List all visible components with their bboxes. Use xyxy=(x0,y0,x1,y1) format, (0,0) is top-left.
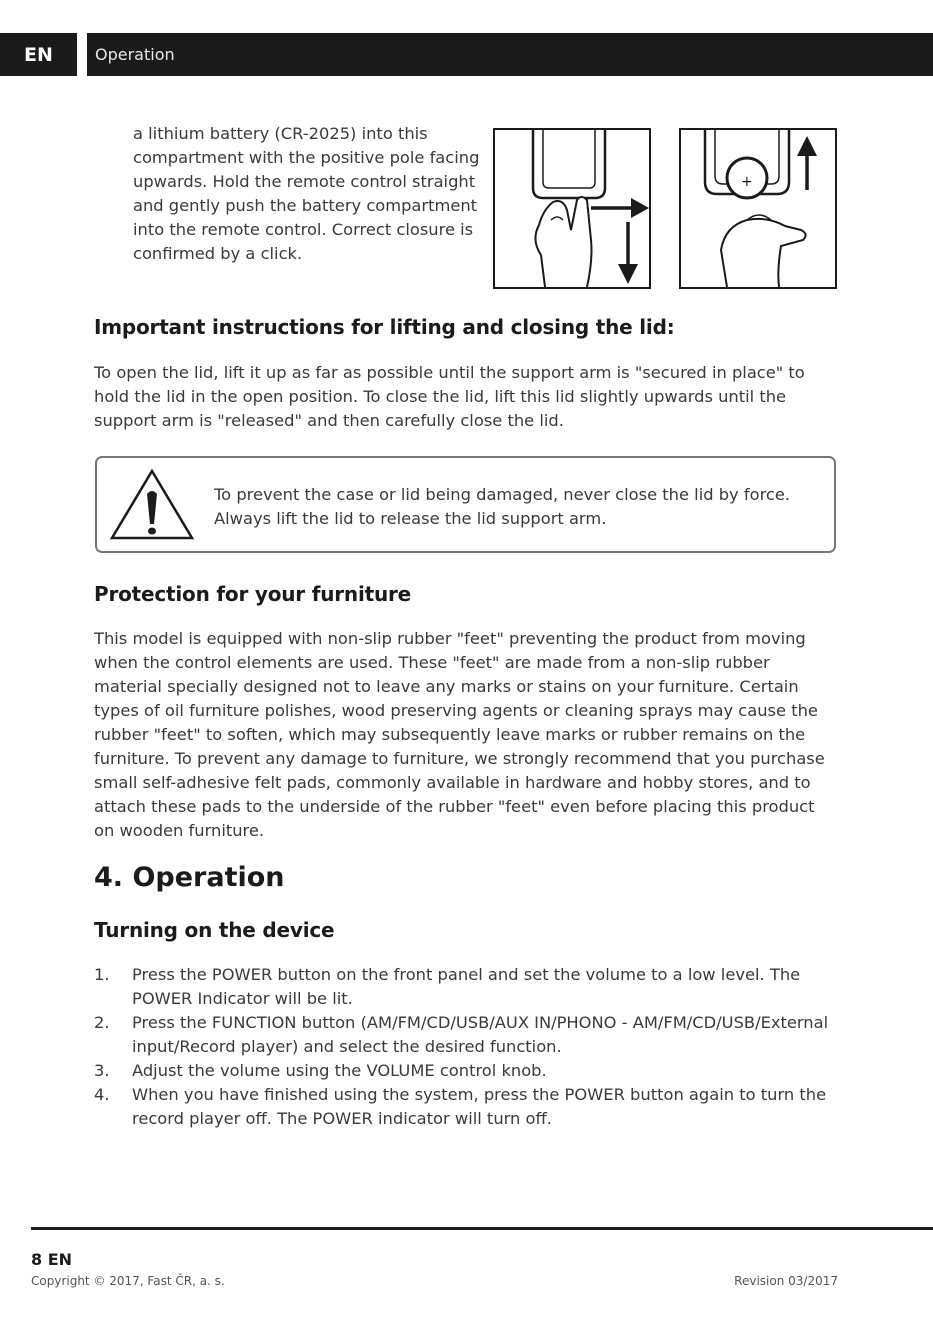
warning-icon xyxy=(109,468,195,546)
section-title: Operation xyxy=(95,45,175,64)
footer-divider xyxy=(31,1227,933,1230)
step-text: Press the POWER button on the front panel and set the volume to a low level. The POWER Indicator will be lit. xyxy=(132,965,801,1008)
illustration-push-compartment xyxy=(493,128,651,289)
revision: Revision 03/2017 xyxy=(734,1274,838,1288)
step-text: When you have finished using the system, press the POWER button again to turn the record player off. The POWER indicator will turn off. xyxy=(132,1085,827,1128)
furniture-heading: Protection for your furniture xyxy=(94,582,412,606)
step-number: 4. xyxy=(94,1085,110,1104)
operation-steps xyxy=(94,963,839,1131)
step-text: Press the FUNCTION button (AM/FM/CD/USB/AUX IN/PHONO - AM/FM/CD/USB/External input/Record player) and select the desired function. xyxy=(132,1013,829,1056)
section-header xyxy=(87,33,933,76)
list-item xyxy=(94,963,839,1011)
warning-box xyxy=(95,456,836,553)
step-text: Adjust the volume using the VOLUME control knob. xyxy=(132,1061,547,1080)
language-tab: EN xyxy=(0,33,77,76)
warning-line-2: Always lift the lid to release the lid support arm. xyxy=(214,509,607,528)
step-number: 3. xyxy=(94,1061,110,1080)
step-number: 1. xyxy=(94,965,110,984)
list-item xyxy=(94,1083,839,1131)
step-number: 2. xyxy=(94,1013,110,1032)
illustration-insert-battery xyxy=(679,128,837,289)
warning-line-1: To prevent the case or lid being damaged, never close the lid by force. xyxy=(214,485,791,504)
battery-instructions: a lithium battery (CR-2025) into this compartment with the positive pole facing upwards. Hold the remote control straight and gently push the battery compartment into the remote control. Correct closure is confirmed by a click. xyxy=(133,124,480,263)
copyright: Copyright © 2017, Fast ČR, a. s. xyxy=(31,1274,225,1288)
furniture-text: This model is equipped with non-slip rubber "feet" preventing the product from moving when the control elements are used. These "feet" are made from a non-slip rubber material specially designed not to leave any marks or stains on your furniture. Certain types of oil furniture polishes, wood preserving agents or cleaning sprays may cause the rubber "feet" to soften, which may subsequently leave marks or rubber remains on the furniture. To prevent any damage to furniture, we strongly recommend that you purchase small self-adhesive felt pads, commonly available in hardware and hobby stores, and to attach these pads to the underside of the rubber "feet" even before placing this product on wooden furniture. xyxy=(94,629,825,840)
turning-on-heading: Turning on the device xyxy=(94,918,335,942)
list-item xyxy=(94,1011,839,1059)
lid-instructions-heading: Important instructions for lifting and closing the lid: xyxy=(94,315,675,339)
warning-text xyxy=(214,483,824,531)
list-item xyxy=(94,1059,839,1083)
operation-heading: 4. Operation xyxy=(94,862,285,893)
page-number: 8 EN xyxy=(31,1250,73,1269)
svg-text:+: + xyxy=(741,174,753,190)
lid-instructions-text: To open the lid, lift it up as far as possible until the support arm is "secured in place" to hold the lid in the open position. To close the lid, lift this lid slightly upwards until the support arm is "released" and then carefully close the lid. xyxy=(94,363,805,430)
